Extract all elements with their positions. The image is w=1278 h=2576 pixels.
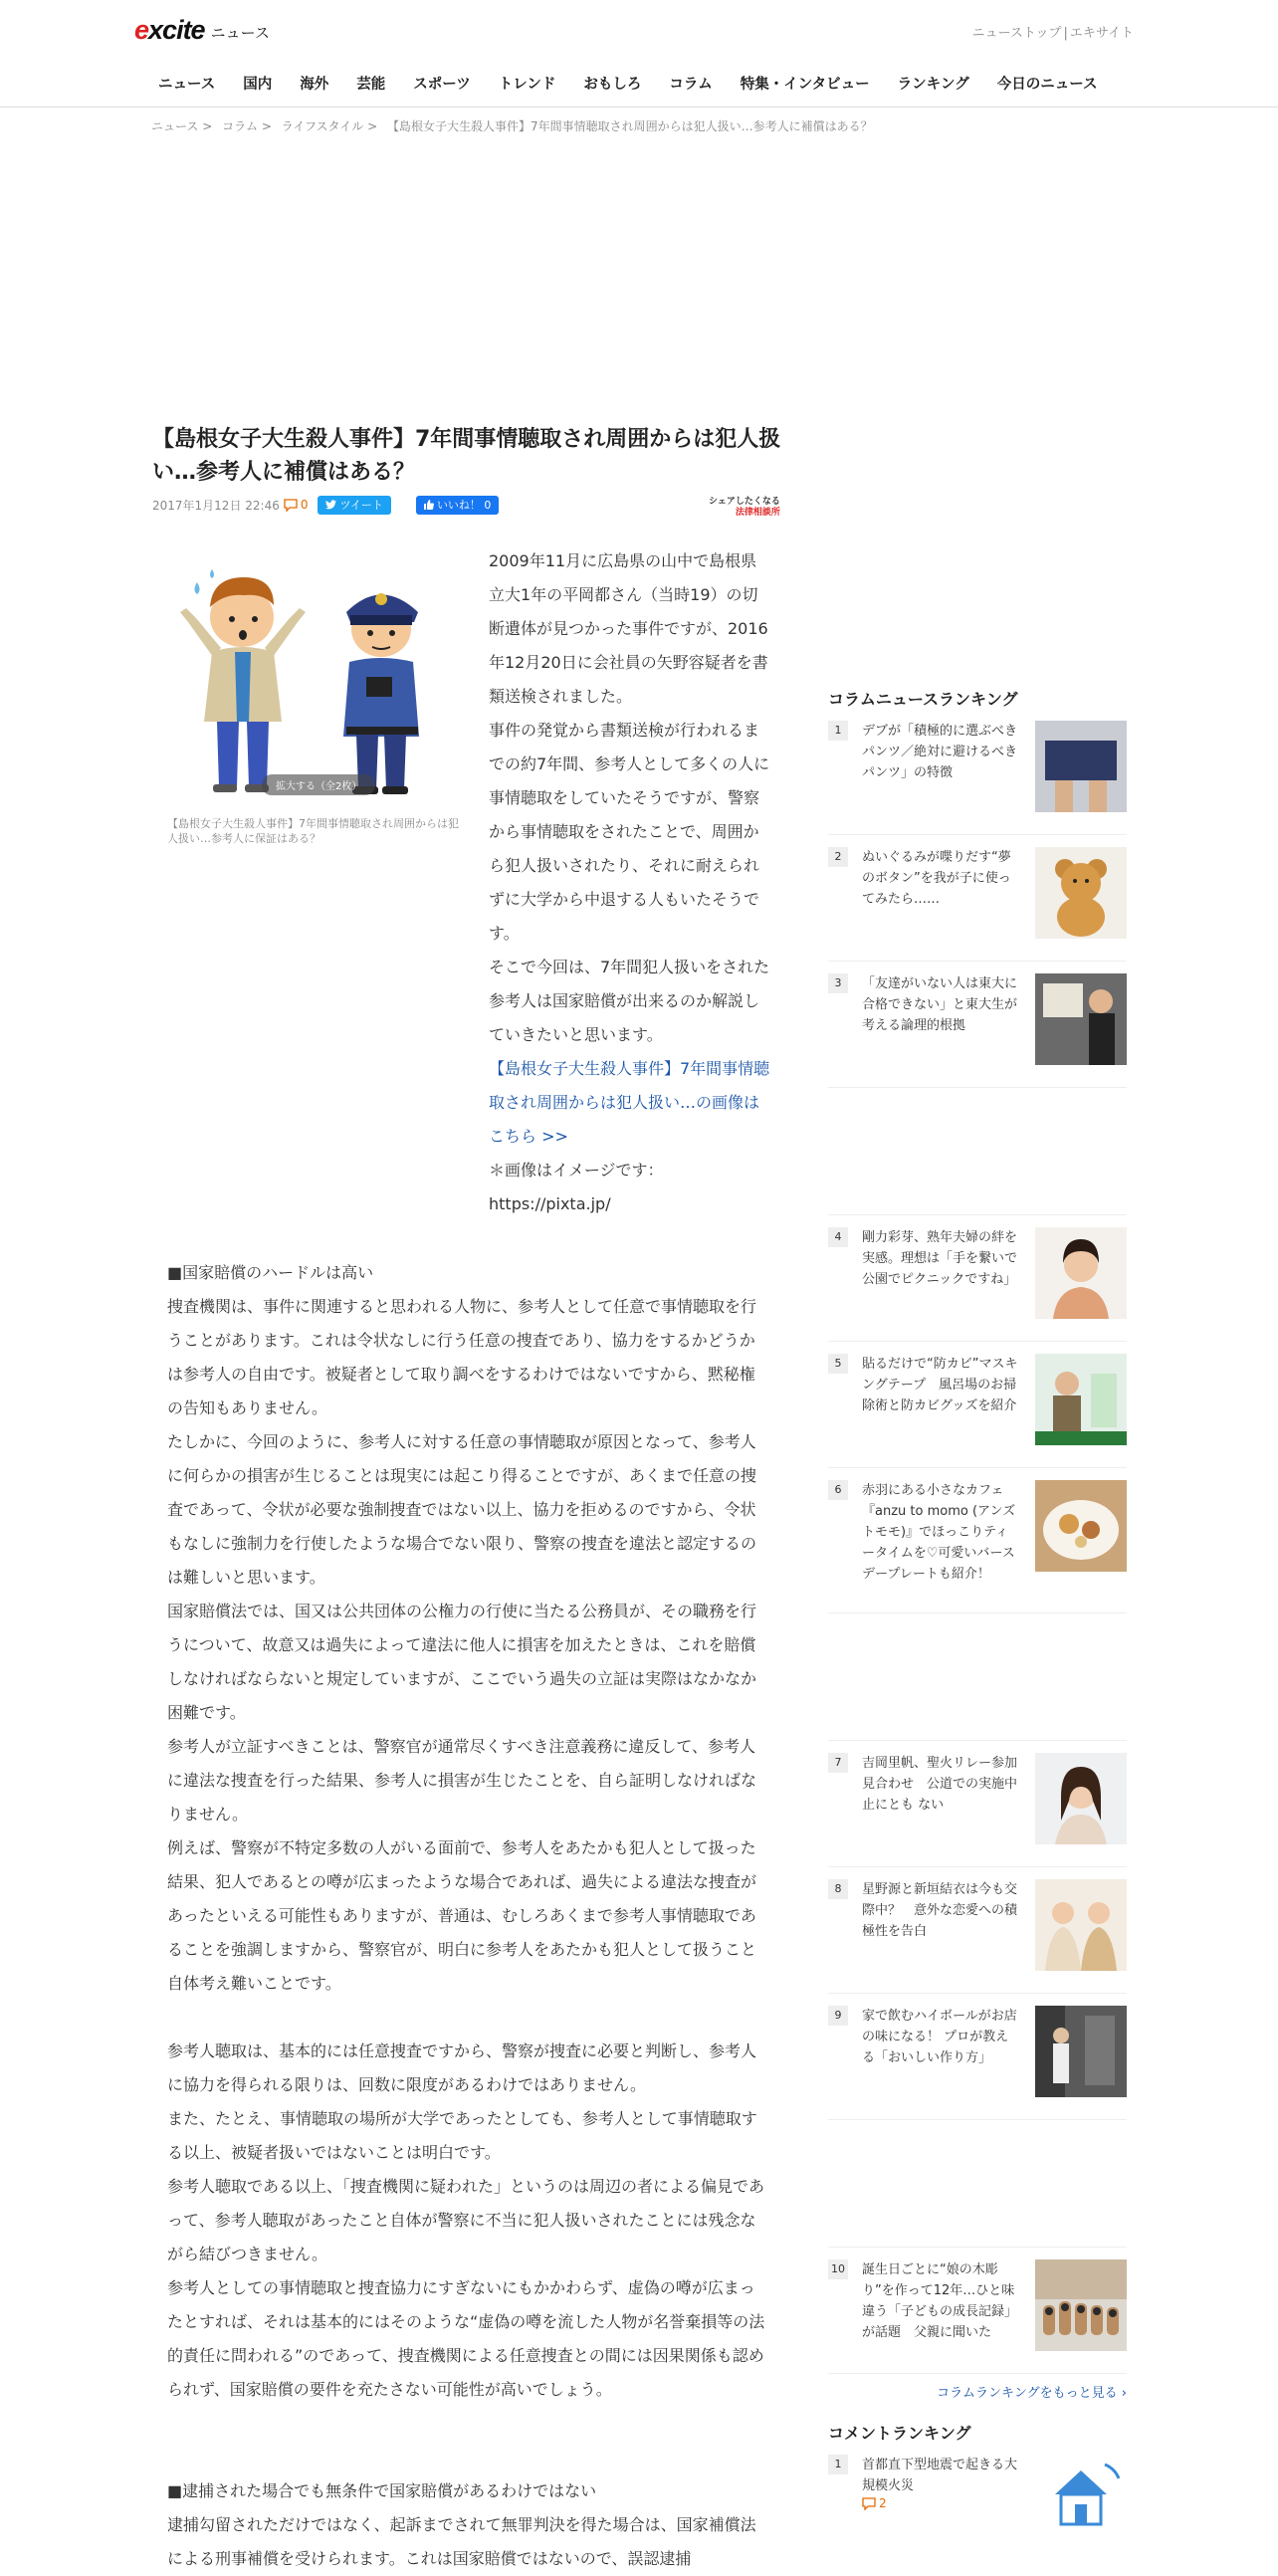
site-logo[interactable]	[134, 14, 270, 46]
sidebar	[828, 687, 1127, 2522]
ad-space	[149, 149, 1129, 408]
column-ranking-list	[828, 709, 1127, 2374]
rank-title: デブが「積極的に選ぶべきパンツ／絶対に避けるべきパンツ」の特徴	[862, 724, 1018, 780]
rank-number: 4	[828, 1227, 848, 1247]
tv-set-photo	[1035, 973, 1127, 1065]
bar-photo	[1035, 2006, 1127, 2097]
article-date: 2017年1月12日 22:46	[152, 498, 280, 513]
nav-ranking[interactable]: ランキング	[897, 77, 969, 93]
ranking-item-4[interactable]	[828, 1215, 1127, 1342]
facebook-like-button[interactable]	[416, 496, 500, 515]
rank-title: 貼るだけで“防カビ”マスキングテープ 風呂場のお掃除術と防カビグッズを紹介	[862, 1357, 1018, 1413]
intro-paragraph: そこで今回は、7年間犯人扱いをされた参考人は国家賠償が出来るのか解説していきたいと思います。	[489, 958, 770, 1044]
cake-photo	[1035, 1480, 1127, 1572]
rank-title: 吉岡里帆、聖火リレー参加見合わせ 公道での実施中止にとも ない	[862, 1756, 1018, 1813]
nav-trend[interactable]: トレンド	[498, 77, 556, 93]
image-note: ＊画像はイメージです：	[489, 1161, 664, 1180]
article-meta	[152, 495, 789, 515]
tweet-label: ツイート	[339, 499, 383, 512]
house-illustration	[1035, 2455, 1127, 2524]
source-logo-line1: シェアしたくなる	[709, 497, 780, 507]
rank-title: 首都直下型地震で起きる大規模火災	[862, 2458, 1018, 2493]
twitter-bird-icon	[325, 500, 336, 510]
nav-entertainment[interactable]: 芸能	[356, 77, 386, 93]
article-body	[167, 1256, 766, 2576]
ranking-item-3[interactable]	[828, 962, 1127, 1088]
comment-ranking-item-1[interactable]	[828, 2443, 1127, 2522]
comment-icon	[284, 499, 298, 512]
comment-count: 0	[300, 498, 309, 512]
gallery-link[interactable]: 【島根女子大生殺人事件】7年間事情聴取され周囲からは犯人扱い…の画像はこちら >>	[489, 1059, 770, 1146]
nav-today[interactable]: 今日のニュース	[996, 77, 1098, 93]
illustration-man-and-police	[167, 557, 466, 801]
body-paragraph: 国家賠償法では、国又は公共団体の公権力の行使に当たる公務員が、その職務を行うについて、故意又は過失によって違法に他人に損害を加えたときは、これを賠償しなければならないと規定していますが、ここでいう過失の立証は実際はなかなか困難です。	[167, 1602, 757, 1722]
article-title: 【島根女子大生殺人事件】7年間事情聴取され周囲からは犯人扱い…参考人に補償はある？	[152, 427, 781, 485]
rank-number: 5	[828, 1354, 848, 1374]
article-image[interactable]	[167, 557, 466, 801]
portrait-photo	[1035, 1227, 1127, 1319]
excite-link[interactable]: エキサイト	[1069, 26, 1134, 41]
figure-caption: 【島根女子大生殺人事件】7年間事情聴取され周囲からは犯人扱い…参考人に保証はある？	[167, 817, 459, 845]
body-paragraph: たしかに、今回のように、参考人に対する任意の事情聴取が原因となって、参考人に何らかの損害が生じることは現実には起こり得ることですが、あくまで任意の捜査であって、令状が必要な強制捜査ではない以上、協力を拒めるのですから、令状もなしに強制力を行使したような場合でない限り、警察の捜査を違法と認定するのは難しいと思います。	[167, 1432, 757, 1587]
rank-number: 7	[828, 1753, 848, 1773]
body-paragraph: 捜査機関は、事件に関連すると思われる人物に、参考人として任意で事情聴取を行うことがあります。これは令状なしに行う任意の捜査であり、協力をするかどうかは参考人の自由です。被疑者として取り調べをするわけではないですから、黙秘権の告知もありません。	[167, 1297, 757, 1417]
comment-count: 2	[879, 2496, 887, 2510]
body-paragraph: 参考人が立証すべきことは、警察官が通常尽くすべき注意義務に違反して、参考人に違法な捜査を行った結果、参考人に損害が生じたことを、自ら証明しなければなりません。	[167, 1737, 757, 1824]
chevron-right-icon: ›	[1121, 2386, 1127, 2401]
ranking-item-8[interactable]	[828, 1867, 1127, 1994]
body-paragraph: また、たとえ、事情聴取の場所が大学であったとしても、参考人として事情聴取する以上、被疑者扱いではないことは明白です。	[167, 2109, 757, 2162]
comment-count-badge	[862, 2496, 1021, 2510]
site-header	[0, 0, 1278, 107]
enlarge-button[interactable]: 拡大する（全2枚）	[262, 774, 375, 795]
ranking-item-9[interactable]	[828, 1994, 1127, 2120]
article-intro	[489, 544, 772, 1221]
rank-title: ぬいぐるみが喋りだす“夢のボタン”を我が子に使ってみたら……	[862, 850, 1011, 907]
ranking-item-5[interactable]	[828, 1342, 1127, 1468]
teddy-bear-photo	[1035, 847, 1127, 939]
rank-number: 1	[828, 2455, 848, 2474]
body-paragraph: 参考人聴取は、基本的には任意捜査ですから、警察が捜査に必要と判断し、参考人に協力を得られる限りは、回数に限度があるわけではありません。	[167, 2041, 757, 2094]
nav-news[interactable]: ニュース	[158, 77, 216, 93]
rank-number: 2	[828, 847, 848, 867]
nav-domestic[interactable]: 国内	[243, 77, 273, 93]
intro-paragraph: 事件の発覚から書類送検が行われるまでの約7年間、参考人として多くの人に事情聴取をしていたそうですが、警察から事情聴取をされたことで、周囲から犯人扱いされたり、それに耐えられずに大学から中退する人もいたそうです。	[489, 721, 770, 943]
rank-title: 誕生日ごとに“娘の木彫り”を作って12年…ひと味違う「子どもの成長記録」が話題 父親に聞いた	[862, 2262, 1018, 2340]
rank-number: 10	[828, 2259, 848, 2279]
rank-number: 1	[828, 721, 848, 741]
logo-sub: ニュース	[210, 24, 270, 42]
more-ranking-label: コラムランキングをもっと見る	[937, 2386, 1118, 2401]
ad-slot	[828, 2120, 1127, 2248]
rank-number: 6	[828, 1480, 848, 1500]
breadcrumb-lifestyle[interactable]: ライフスタイル	[281, 119, 364, 133]
rank-title: 「友達がいない人は東大に合格できない」と東大生が考える論理的根拠	[862, 976, 1018, 1033]
like-label: いいね！ 0	[436, 499, 492, 512]
source-logo[interactable]	[709, 497, 780, 519]
shorts-photo	[1035, 721, 1127, 812]
body-paragraph: 参考人聴取である以上、「捜査機関に疑われた」というのは周辺の者による偏見であって、参考人聴取があったこと自体が警察に不当に犯人扱いされたことには残念ながら結びつきません。	[167, 2177, 765, 2263]
rank-title: 家で飲むハイボールがお店の味になる！ プロが教える「おいしい作り方」	[862, 2009, 1017, 2065]
source-logo-line2: 法律相談所	[735, 508, 780, 518]
main-nav	[144, 70, 1111, 100]
column-ranking-title: コラムニュースランキング	[828, 690, 1018, 709]
comment-count-link[interactable]	[284, 498, 309, 512]
ad-slot	[828, 1613, 1127, 1741]
comment-icon	[862, 2497, 876, 2510]
carving-photo	[1035, 2259, 1127, 2351]
ranking-item-2[interactable]	[828, 835, 1127, 962]
comment-ranking-title: コメントランキング	[828, 2424, 971, 2443]
bathroom-photo	[1035, 1354, 1127, 1445]
nav-column[interactable]: コラム	[669, 77, 713, 93]
logo-mark: excite	[134, 15, 205, 45]
rank-title: 赤羽にある小さなカフェ『anzu to momo (アンズトモモ)』でほっこりティータイムを♡可愛いバースデープレートも紹介！	[862, 1483, 1016, 1582]
news-top-link[interactable]: ニューストップ	[971, 26, 1062, 41]
ad-slot	[828, 1088, 1127, 1215]
nav-funny[interactable]: おもしろ	[583, 77, 642, 93]
ranking-item-7[interactable]	[828, 1741, 1127, 1867]
more-ranking-link[interactable]	[828, 2382, 1127, 2401]
nav-feature[interactable]: 特集・インタビュー	[740, 77, 870, 93]
ranking-item-6[interactable]	[828, 1468, 1127, 1613]
actress-photo	[1035, 1753, 1127, 1844]
rank-number: 3	[828, 973, 848, 993]
article-figure	[167, 557, 466, 846]
section-heading: ■国家賠償のハードルは高い	[167, 1263, 374, 1282]
section-heading: ■逮捕された場合でも無条件で国家賠償があるわけではない	[167, 2481, 597, 2500]
body-paragraph: 参考人としての事情聴取と捜査協力にすぎないにもかかわらず、虚偽の噂が広まったとすれば、それは基本的にはそのような“虚偽の噂を流した人物が名誉棄損等の法的責任に問われる”のであって、捜査機関による任意捜査との間には因果関係も認められず、国家賠償の要件を充たさない可能性が高いでしょう。	[167, 2278, 765, 2399]
ranking-item-10[interactable]	[828, 2248, 1127, 2374]
rank-title: 星野源と新垣結衣は今も交際中？ 意外な恋愛への積極性を告白	[862, 1882, 1018, 1939]
intro-paragraph: 2009年11月に広島県の山中で島根県立大1年の平岡都さん（当時19）の切断遺体が見つかった事件ですが、2016年12月20日に会社員の矢野容疑者を書類送検されました。	[489, 551, 768, 706]
rank-number: 9	[828, 2006, 848, 2026]
ranking-item-1[interactable]	[828, 709, 1127, 835]
nav-sports[interactable]: スポーツ	[413, 77, 471, 93]
breadcrumb-column[interactable]: コラム	[222, 119, 258, 133]
rank-number: 8	[828, 1879, 848, 1899]
breadcrumb-current: 【島根女子大生殺人事件】7年間事情聴取され周囲からは犯人扱い…参考人に補償はある？	[386, 119, 873, 133]
tweet-button[interactable]	[318, 496, 390, 515]
rank-title: 剛力彩芽、熟年夫婦の絆を実感。理想は「手を繋いで公園でピクニックですね」	[862, 1230, 1018, 1287]
body-paragraph: 例えば、警察が不特定多数の人がいる面前で、参考人をあたかも犯人として扱った結果、犯人であるとの噂が広まったような場合であれば、過失による違法な捜査があったといえる可能性もありますが、普通は、むしろあくまで参考人事情聴取であることを強調しますから、警察官が、明白に参考人をあたかも犯人として扱うこと自体考え難いことです。	[167, 1838, 757, 1993]
body-paragraph: 逮捕勾留されただけではなく、起訴までされて無罪判決を得た場合は、国家補償法による刑事補償を受けられます。これは国家賠償ではないので、誤認逮捕	[167, 2515, 756, 2568]
nav-overseas[interactable]: 海外	[300, 77, 329, 93]
breadcrumb-news[interactable]: ニュース	[151, 119, 199, 133]
thumbs-up-icon	[424, 500, 434, 510]
image-source-url: https://pixta.jp/	[489, 1194, 611, 1213]
breadcrumb: ニュース > コラム > ライフスタイル > 【島根女子大生殺人事件】7年間事情聴取され周囲からは犯人扱い…参考人に補償はある？	[151, 119, 873, 133]
couple-photo	[1035, 1879, 1127, 1971]
top-links: ニューストップ | エキサイト	[971, 26, 1134, 41]
